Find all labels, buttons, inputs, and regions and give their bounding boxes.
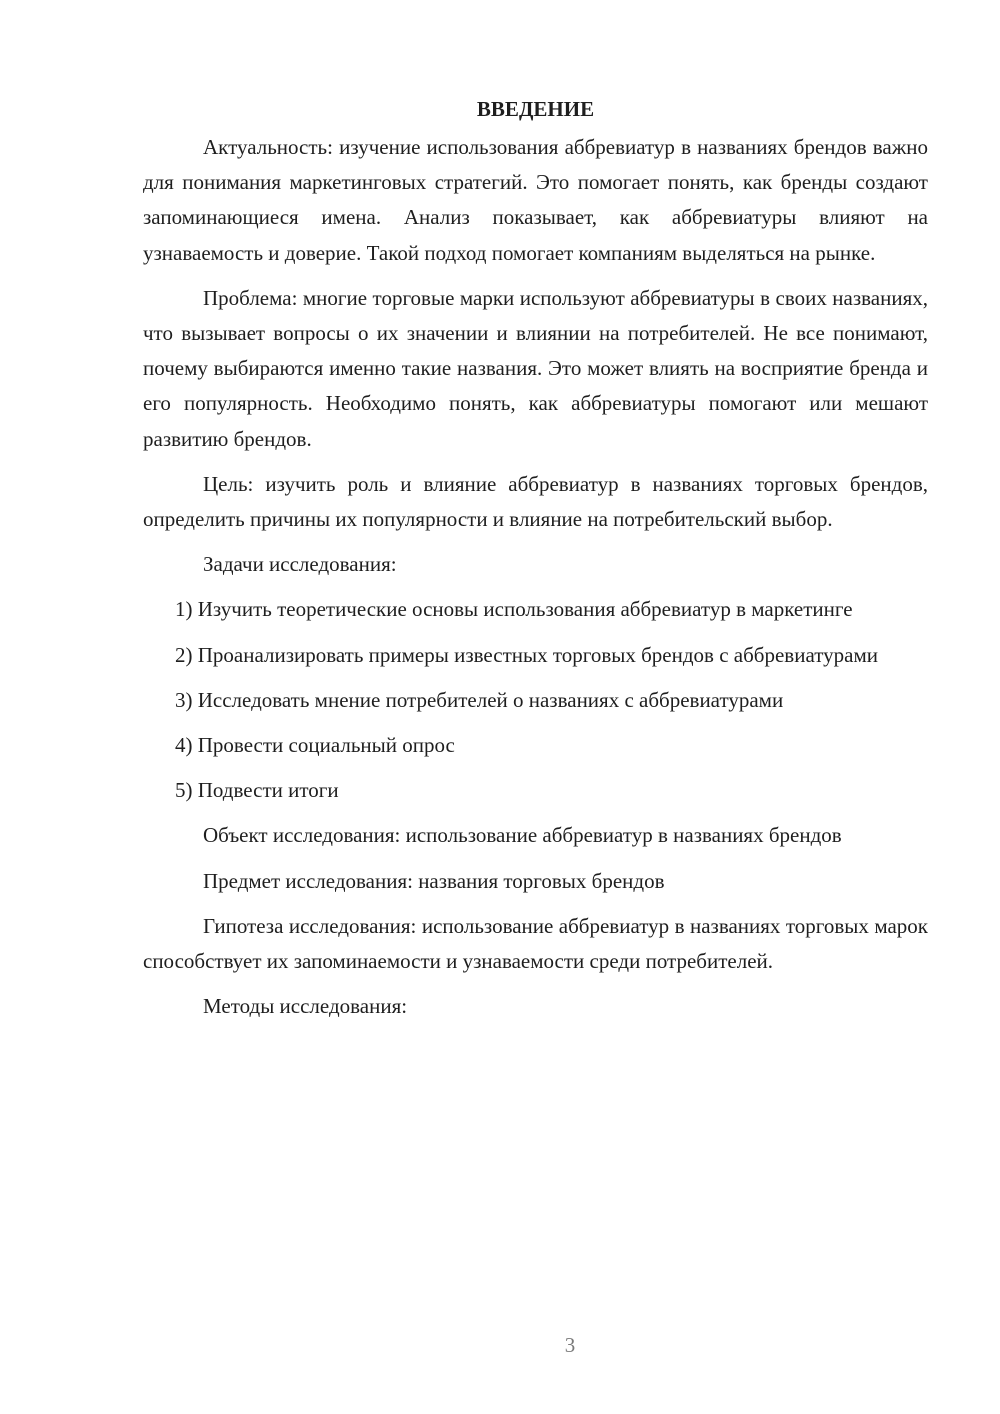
list-item: 5) Подвести итоги xyxy=(175,778,339,803)
paragraph-hypothesis: Гипотеза исследования: использование аббревиатур в названиях торговых марок способствует их запоминаемости и узнаваемости среди потребителей. xyxy=(143,913,928,974)
document-page xyxy=(143,92,928,1034)
paragraph-problem: Проблема: многие торговые марки используют аббревиатуры в своих названиях, что вызывает вопросы о их значении и влиянии на потребителей. Не все понимают, почему выбираются именно такие названия. Это может влиять на восприятие бренда и его популярность. Необходимо понять, как аббревиатуры помогают или мешают развитию брендов. xyxy=(143,285,928,451)
list-item: 1) Изучить теоретические основы использования аббревиатур в маркетинге xyxy=(175,597,853,622)
tasks-list xyxy=(143,592,928,808)
paragraph-relevance: Актуальность: изучение использования аббревиатур в названиях брендов важно для понимания маркетинговых стратегий. Это помогает понять, как бренды создают запоминающиеся имена. Анализ показывает, как аббревиатуры влияют на узнаваемость и доверие. Такой подход помогает компаниям выделяться на рынке. xyxy=(143,135,928,265)
page-number: 3 xyxy=(564,1333,576,1357)
list-item: 3) Исследовать мнение потребителей о названиях с аббревиатурами xyxy=(175,687,784,712)
paragraph-goal: Цель: изучить роль и влияние аббревиатур в названиях торговых брендов, определить причины их популярности и влияние на потребительский выбор. xyxy=(143,471,928,532)
paragraph-object: Объект исследования: использование аббревиатур в названиях брендов xyxy=(203,823,842,848)
page-heading: ВВЕДЕНИЕ xyxy=(476,97,595,121)
paragraph-methods: Методы исследования: xyxy=(203,994,408,1019)
tasks-heading: Задачи исследования: xyxy=(203,552,397,577)
list-item: 2) Проанализировать примеры известных торговых брендов с аббревиатурами xyxy=(175,642,878,667)
list-item: 4) Провести социальный опрос xyxy=(175,733,455,758)
paragraph-subject: Предмет исследования: названия торговых брендов xyxy=(203,868,665,893)
